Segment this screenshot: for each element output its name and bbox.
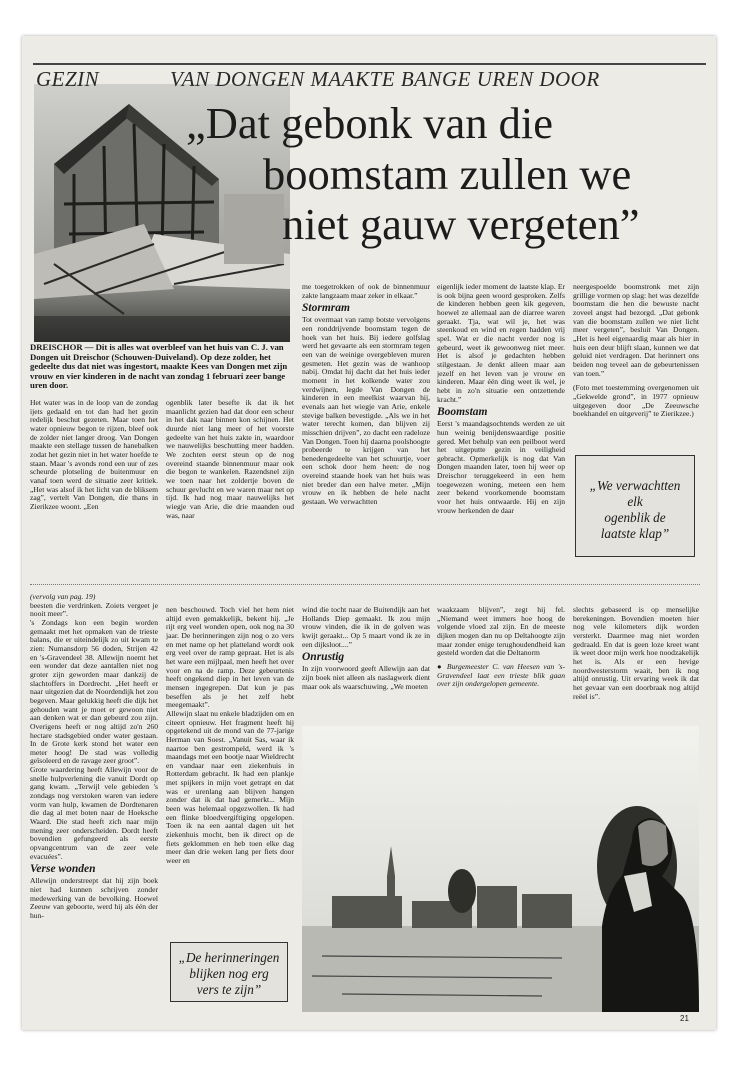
kicker-rule (33, 63, 706, 65)
photo-flooded-town (302, 726, 699, 1012)
top-column-1: Het water was in de loop van de zondag ijets gedaald en tot dan had het gezin redelijk beschut gezeten. Maar toen het water opnieuw begon te rijzen, bleef ook de zolder niet langer droog. Van Dongen maakte een stellage tussen de hanebalken zodat het gezin niet in het water hoefde te staan. Maar 's avonds rond een uur of zes scheurde plotseling de buitenmuur en vanaf toen werd de situatie zeer kritiek. „Het was alsof ik het licht van de bliksem zag”, vertelt Van Dongen, die thans in Zierikzee woont. „Een (30, 399, 158, 511)
pull-quote-top: „We verwachtten elk ogenblik de laatste klap” (575, 455, 695, 557)
subheading-verse-wonden: Verse wonden (30, 863, 96, 876)
bottom-photo-caption: ● Burgemeester C. van Heesen van 's-Gravendeel laat een trieste blik gaan over zijn ondergelopen gemeente. (437, 661, 565, 689)
bottom-column-5: slechts gebaseerd is op menselijke berekeningen. Bovendien moeten hier nog vele kilometers dijk worden versterkt. Daarmee mag niet worden gedraald. En dat is geen loze kreet want ik weet door mijn werk hoe noodzakelijk het is. Als er een hevige noordwesterstorm waait, ben ik nog altijd onrustig. Uit ervaring week ik dat het gevaar van een doorbraak nog altijd reëel is”. (573, 606, 699, 701)
section-divider (30, 584, 700, 585)
bottom-column-3: wind die tocht naar de Buitendijk aan het Hollands Diep gemaakt. Ik zou mijn vrouw vinden, die ik in de golven was kwijt geraakt... Op 5 maart vond ik ze in een dijksloot....” Onrustig In zijn voorwoord geeft Allewijn aan dat zijn boek niet alleen als naslagwerk dient maar ook als waarschuwing. „We moeten (302, 606, 430, 691)
bottom-column-4: waakzaam blijven”, zegt hij fel. „Niemand weet immers hoe hoog de volgende vloed zal zijn. En de meeste dijken mogen dan nu op Deltahoogte zijn maar zonder enige terughoudendheid kan gesteld worden dat die Deltanorm ● Burgemeester C. van Heesen van 's-Gravendeel laat een trieste blik gaan over zijn ondergelopen gemeente. (437, 606, 565, 689)
page-number: 21 (680, 1014, 689, 1023)
kicker-right: VAN DONGEN MAAKTE BANGE UREN DOOR (170, 67, 600, 91)
headline-line-3: niet gauw vergeten” (282, 199, 640, 249)
kicker-left: GEZIN (36, 67, 100, 91)
headline-line-1: „Dat gebonk van die (186, 98, 553, 148)
bottom-column-1: (vervolg van pag. 19) beesten die verdrinken. Zoiets vergeet je nooit meer”. 's Zondags kon een begin worden gemaakt met het opmaken van de trieste balans, die er uiteindelijk zo uit kwam te zien: Numansdorp 56 doden, Strijen 42 en 's-Gravendeel 38. Allewijn noemt het een wonder dat deze aantallen niet nog groter zijn geworden maar dankzij de slachtoffers in Dordrecht. „Het heeft er naar uitgezien dat de Noordendijk het zou begeven. Maar gelukkig heeft die dijk het gehouden want je moet er gewoon niet aan denken wat er dan gebeurd zou zijn. Overigens heeft er nog altijd zo'n 260 hectare stadsgebied onder water gestaan. In de Grote kerk stond het water een meter hoog! De stad was volledig geïsoleerd en de ravage zeer groot”. Grote waardering heeft Allewijn voor de snelle hulpverlening die vanuit Dordt op gang kwam. „Terwijl vele gebieden 's zondags nog verstoken waren van iedere vorm van hulp, kwamen de Dordtenaren die dag al met boten naar de Hoeksche Waard. Die stad heeft zich naar mijn mening zeer onderscheiden. Dordt heeft bovendien gefungeerd als eerste opvangcentrum van de zeer vele evacuées”. Verse wonden Allewijn onderstreept dat hij zijn boek niet had kunnen schrijven zonder medewerking van de bevolking. Hoewel Zeeuw van geboorte, werd hij als één der hun- (30, 593, 158, 920)
subheading-onrustig: Onrustig (302, 651, 345, 664)
top-column-5: neergespoelde boomstronk met zijn grillige vormen op slag: het was dezelfde boomstam die hen die bewuste nacht zoveel angst had bezorgd. „Dat gebonk van die boomstam zullen we niet licht meer vergeten”, besluit Van Dongen. „Het is heel eigenaardig maar als hier in huis een deur blijft slaan, kunnen we dat geluid niet verdragen. Dat herinnert ons beiden nog teveel aan de gebeurtenissen van toen.” (Foto met toestemming overgenomen uit „Gekwelde grond”, in 1977 opnieuw uitgegeven door „De Zeeuwsche boekhandel en uitgeverij” te Zierikzee.) (573, 283, 699, 419)
top-column-2: ogenblik later besefte ik dat ik het maanlicht gezien had dat door een scheur in het dak naar binnen kon schijnen. Het duurde niet lang meer of het voorste gedeelte van het huis zakte in, waardoor we nauwelijks beschutting meer hadden. We zochten eerst steun op de nog overeind staande binnenmuur maar ook die begon te wankelen. Razendsnel zijn we toen naar het zoldertje boven de schuur gevlucht en we waren maar net op tijd. Ik had nog maar nauwelijks het wiegje van Arie, die drie maanden oud was, naar (166, 399, 294, 520)
subheading-stormram: Stormram (302, 302, 350, 315)
top-column-3: me toegetrokken of ook de binnenmuur zakte langzaam maar zeker in elkaar.” Stormram Tot overmaat van ramp botste vervolgens een ronddrijvende boomstam tegen de hoek van het huis. Bij iedere golfslag werd het gevaarte als een stormram tegen een van de weinige overgebleven muren gesmeten. Het gezin was de wanhoop nabij. Omdat hij dacht dat het huis ieder moment in het kolkende water zou verdwijnen, legde Van Dongen de kinderen in een meelkist waarvan hij, evenals aan het wiegje van Arie, enkele stevige balken bevestigde. „Als we in het water terecht komen, dan blijven zij misschien drijven”, zo dacht een radeloze Van Dongen. Toen hij daarna poolshoogte probeerde te krijgen van het benedengedeelte van het schuurtje, voer een schok door hem heen: de nog overeind staande hoek van het huis was niet breder dan een halve meter. „Mijn vrouw en ik hebben de hele nacht gestaan. We verwachtten (302, 283, 430, 507)
bottom-column-2: nen beschouwd. Toch viel het hem niet altijd even gemakkelijk, bekent hij. „Je rijt erg veel wonden open, ook nog na 30 jaar. De herinneringen zijn nog o zo vers en met name op het platteland wordt ook erg veel over de ramp gepraat. Het is als het ware een mijlpaal, men heeft het over voor en na de ramp. Deze gebeurtenis heeft ongekend diep in het leven van de mensen ingegrepen. Dat kun je pas beseffen als je het zelf hebt meegemaakt”. Allewijn slaat nu enkele bladzijden om en citeert opnieuw. Het fragment heeft hij opgetekend uit de mond van de 77-jarige Herman van Soest. „Vanuit Sas, waar ik naartoe ben gestrompeld, werd ik 's maandags met een bootje naar Wieldrecht en vandaar naar een ziekenhuis in Rotterdam gebracht. Ik had een plankje met spijkers in mijn voet getrapt en dat was er urenlang aan blijven hangen zonder dat ik dat had gemerkt... Mijn been was helemaal opgezwollen. Ik had een flinke bloedvergiftiging opgelopen. Toen ik na een aantal dagen uit het ziekenhuis mocht, ben ik direct op de fiets geklommen en heb toen elke dag meer dan drie weken lang per fiets door weer en (166, 606, 294, 866)
subheading-boomstam: Boomstam (437, 406, 488, 419)
top-column-4: eigenlijk ieder moment de laatste klap. Er is ook bijna geen woord gesproken. Zelfs de kinderen hebben geen kik gegeven, hoewel ze allemaal aan de diarree waren geraakt. Tja, wat wil je, het was steenkoud en wind en regen hadden vrij spel. Wat er die nacht verder nog is gebeurd, weet ik gewoonweg niet meer. Het is alsof je gedachten hebben stilgestaan. Je denkt alleen maar aan jezelf en het leven van je vrouw en kinderen. Maar één ding weet ik wel, je hebt in zo'n situatie een ontzettende kracht.” Boomstam Eerst 's maandagsochtends werden ze uit hun weinig benijdenswaardige positie gered. Met behulp van een peilboot werd het uitgeputte gezin in veiligheid gebracht. Opmerkelijk is nog dat Van Dongen maanden later, toen hij weer op Dreischor teruggekeerd in een hem toegewezen woning, meteen een hem zeer bekend voorkomende boomstam voor het huis ontwaarde. Hij en zijn vrouw herkenden de daar (437, 283, 565, 515)
photo-caption: DREISCHOR — Dit is alles wat overbleef van het huis van C. J. van Dongen uit Dreischor (Schouwen-Duiveland). Op deze zolder, het gedeelte dus dat niet was ingestort, maakte Kees van Dongen met zijn vrouw en vier kinderen in de nacht van zondag 1 februari zeer bange uren door. (30, 342, 288, 391)
headline-line-2: boomstam zullen we (263, 149, 632, 199)
pull-quote-bottom: „De herinneringen blijken nog erg vers te zijn” (170, 942, 288, 1002)
